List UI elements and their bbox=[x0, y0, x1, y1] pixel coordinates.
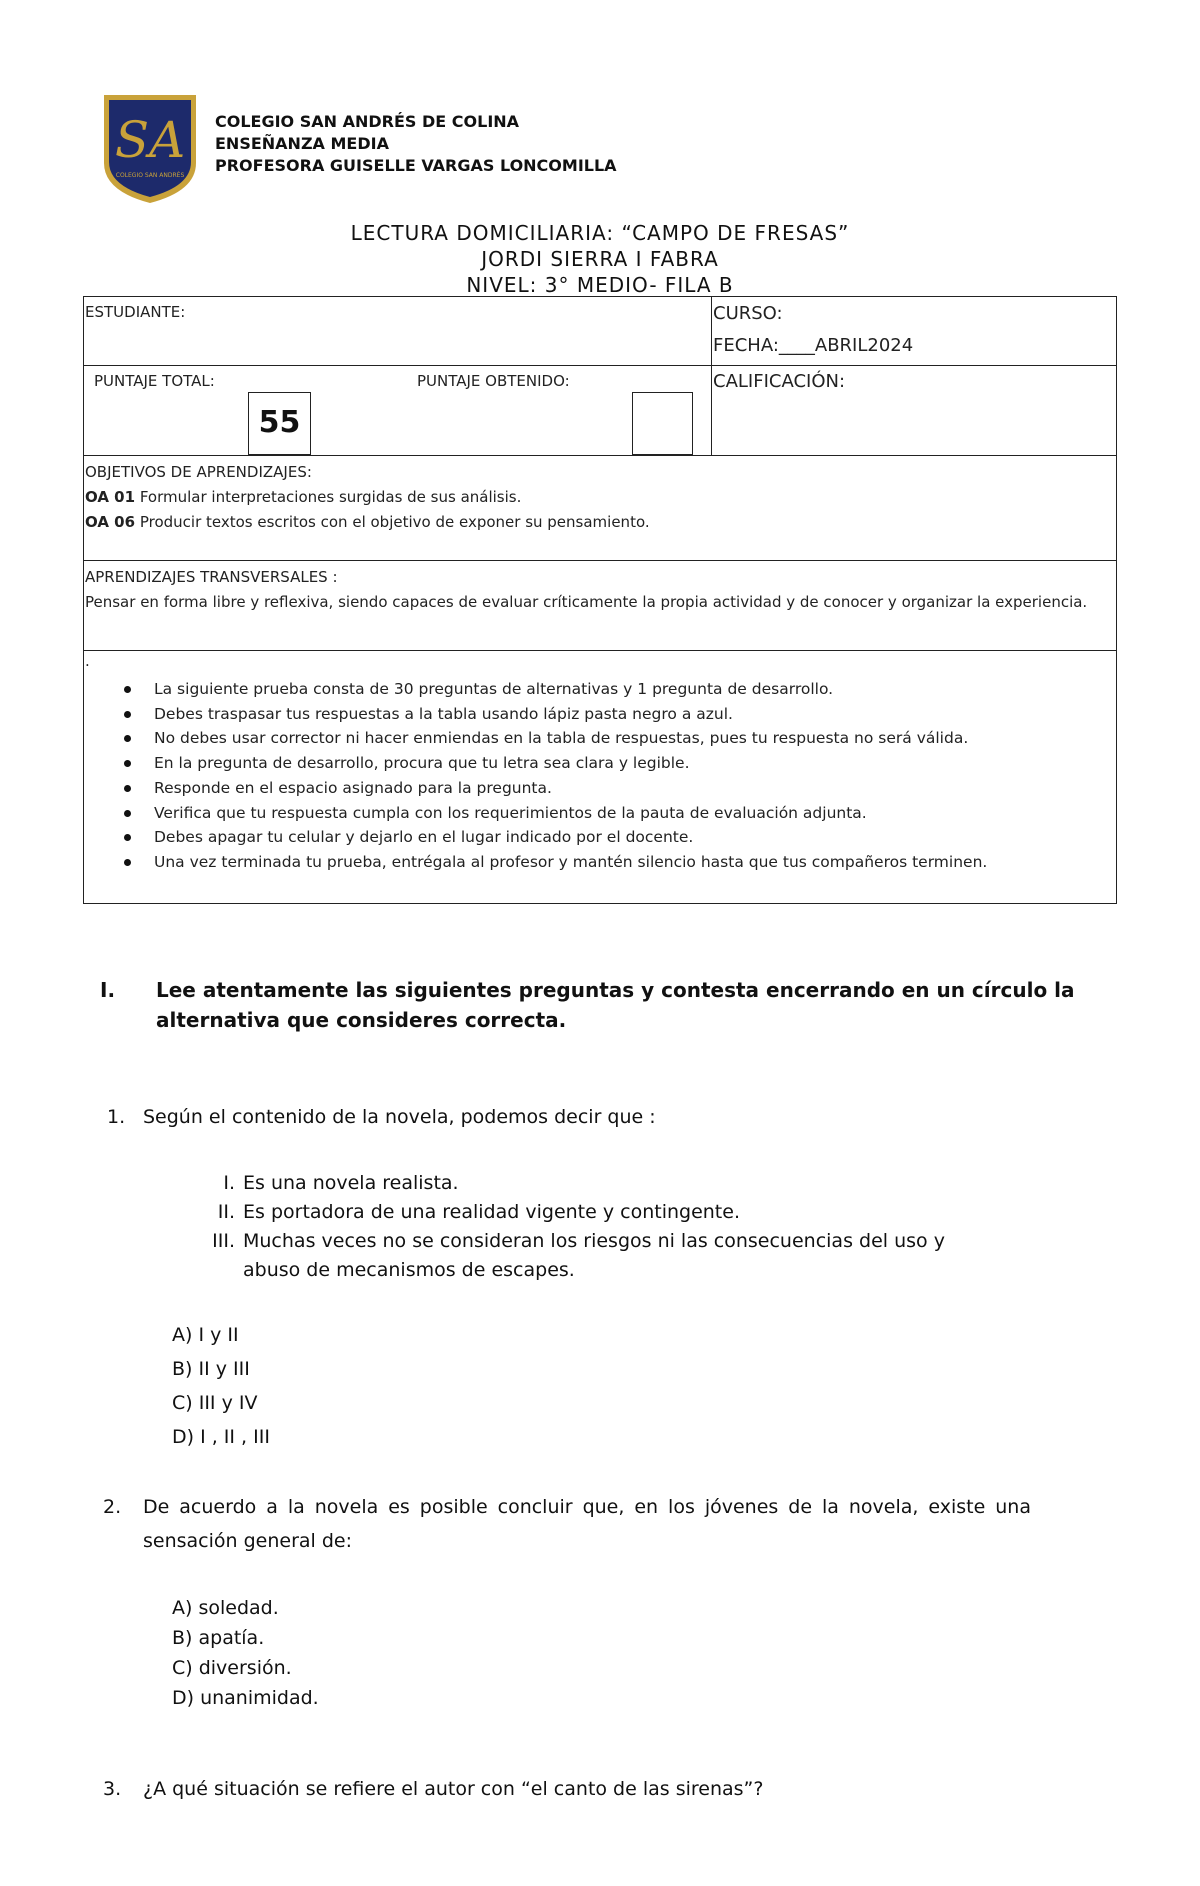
rule-text: No debes usar corrector ni hacer enmiendas en la tabla de respuestas, pues tu respuesta no será válida. bbox=[154, 729, 969, 748]
statement bbox=[180, 1169, 1060, 1198]
reading-title: LECTURA DOMICILIARIA: “CAMPO DE FRESAS” bbox=[350, 221, 850, 245]
statement-number: III. bbox=[212, 1230, 235, 1252]
statement bbox=[180, 1198, 1060, 1227]
school-logo bbox=[100, 91, 200, 206]
total-score-label: PUNTAJE TOTAL: bbox=[94, 372, 215, 390]
rule-item bbox=[114, 751, 987, 776]
transversal-text: Pensar en forma libre y reflexiva, siendo capaces de evaluar críticamente la propia actividad y de conocer y organizar la experiencia. bbox=[85, 593, 1088, 611]
date-label: FECHA:____ABRIL2024 bbox=[713, 335, 914, 356]
section-text: Lee atentamente las siguientes preguntas y contesta encerrando en un círculo la alternativa que consideres correcta. bbox=[156, 978, 1075, 1032]
rule-text: Verifica que tu respuesta cumpla con los requerimientos de la pauta de evaluación adjunta. bbox=[154, 803, 867, 822]
school-crest-icon bbox=[100, 91, 200, 206]
statement-text: Muchas veces no se consideran los riesgos ni las consecuencias del uso y abuso de mecanismos de escapes. bbox=[243, 1230, 945, 1281]
rule-text: Una vez terminada tu prueba, entrégala al profesor y mantén silencio hasta que tus compañeros terminen. bbox=[154, 852, 988, 871]
rule-text: Responde en el espacio asignado para la pregunta. bbox=[154, 778, 552, 797]
document-titles bbox=[0, 220, 1200, 298]
logo-caption: COLEGIO SAN ANDRÉS bbox=[115, 172, 185, 179]
rule-text: Debes traspasar tus respuestas a la tabla usando lápiz pasta negro a azul. bbox=[154, 704, 733, 723]
bullet-icon bbox=[124, 735, 131, 742]
question-1-text: Según el contenido de la novela, podemos decir que : bbox=[143, 1106, 656, 1128]
question-2-number: 2. bbox=[103, 1496, 122, 1518]
info-table bbox=[83, 296, 1117, 904]
objective-oa01 bbox=[85, 485, 650, 510]
obtained-score-label: PUNTAJE OBTENIDO: bbox=[417, 372, 570, 390]
divider bbox=[84, 455, 1116, 456]
bullet-icon bbox=[124, 859, 131, 866]
bullet-icon bbox=[124, 711, 131, 718]
question-2-text: De acuerdo a la novela es posible concluir que, en los jóvenes de la novela, existe una sensación general de: bbox=[143, 1496, 1031, 1552]
school-level: ENSEÑANZA MEDIA bbox=[215, 134, 389, 153]
objectives-title: OBJETIVOS DE APRENDIZAJES: bbox=[85, 463, 312, 481]
oa06-code: OA 06 bbox=[85, 513, 136, 531]
transversal-title: APRENDIZAJES TRANSVERSALES : bbox=[85, 568, 338, 586]
option-c[interactable]: C) III y IV bbox=[172, 1392, 258, 1414]
student-label: ESTUDIANTE: bbox=[85, 303, 186, 321]
obtained-score-box[interactable] bbox=[632, 392, 693, 455]
rule-text: En la pregunta de desarrollo, procura que tu letra sea clara y legible. bbox=[154, 754, 690, 773]
section-instruction bbox=[100, 975, 1116, 1035]
option-d[interactable]: D) I , II , III bbox=[172, 1426, 270, 1448]
objective-oa06 bbox=[85, 510, 650, 535]
rule-text: Debes apagar tu celular y dejarlo en el lugar indicado por el docente. bbox=[154, 828, 694, 847]
statement-text: Es portadora de una realidad vigente y contingente. bbox=[243, 1201, 740, 1223]
rule-item bbox=[114, 776, 987, 801]
objectives-block bbox=[85, 460, 650, 535]
statement bbox=[180, 1227, 1003, 1285]
option-a[interactable]: A) I y II bbox=[172, 1324, 239, 1346]
course-label: CURSO: bbox=[713, 303, 783, 324]
rules-list bbox=[114, 677, 987, 875]
bullet-icon bbox=[124, 686, 131, 693]
question-1-options bbox=[172, 1318, 270, 1454]
question-1-statements bbox=[180, 1169, 1060, 1285]
divider bbox=[84, 560, 1116, 561]
oa01-code: OA 01 bbox=[85, 488, 136, 506]
bullet-icon bbox=[124, 760, 131, 767]
grade-label: CALIFICACIÓN: bbox=[713, 371, 846, 392]
option-d[interactable]: D) unanimidad. bbox=[172, 1687, 319, 1709]
option-b[interactable]: B) apatía. bbox=[172, 1627, 265, 1649]
rule-item bbox=[114, 726, 987, 751]
question-2-options bbox=[172, 1593, 319, 1713]
rule-item bbox=[114, 702, 987, 727]
question-1-number: 1. bbox=[107, 1106, 126, 1128]
transversal-block bbox=[85, 565, 1115, 615]
bullet-icon bbox=[124, 834, 131, 841]
divider bbox=[711, 297, 712, 455]
option-b[interactable]: B) II y III bbox=[172, 1358, 250, 1380]
rule-item bbox=[114, 825, 987, 850]
statement-text: Es una novela realista. bbox=[243, 1172, 459, 1194]
divider bbox=[84, 365, 1116, 366]
rule-item bbox=[114, 677, 987, 702]
rule-item bbox=[114, 801, 987, 826]
section-number: I. bbox=[100, 978, 116, 1002]
bullet-icon bbox=[124, 810, 131, 817]
oa06-text: Producir textos escritos con el objetivo de exponer su pensamiento. bbox=[135, 513, 650, 531]
rules-mark: . bbox=[85, 652, 90, 670]
rule-text: La siguiente prueba consta de 30 preguntas de alternativas y 1 pregunta de desarrollo. bbox=[154, 680, 834, 698]
question-3-text: ¿A qué situación se refiere el autor con “el canto de las sirenas”? bbox=[143, 1778, 764, 1800]
logo-letters: SA bbox=[114, 111, 186, 169]
statement-number: I. bbox=[223, 1172, 235, 1194]
school-header bbox=[215, 111, 617, 177]
level-title: NIVEL: 3° MEDIO- FILA B bbox=[466, 273, 734, 297]
author-title: JORDI SIERRA I FABRA bbox=[481, 247, 719, 271]
statement-number: II. bbox=[217, 1201, 235, 1223]
divider bbox=[84, 650, 1116, 651]
oa01-text: Formular interpretaciones surgidas de sus análisis. bbox=[135, 488, 522, 506]
rule-item bbox=[114, 850, 987, 875]
teacher-name: PROFESORA GUISELLE VARGAS LONCOMILLA bbox=[215, 156, 617, 175]
option-c[interactable]: C) diversión. bbox=[172, 1657, 292, 1679]
option-a[interactable]: A) soledad. bbox=[172, 1597, 279, 1619]
bullet-icon bbox=[124, 785, 131, 792]
total-score-box: 55 bbox=[248, 392, 311, 455]
school-name: COLEGIO SAN ANDRÉS DE COLINA bbox=[215, 112, 520, 131]
question-3-number: 3. bbox=[103, 1778, 122, 1800]
